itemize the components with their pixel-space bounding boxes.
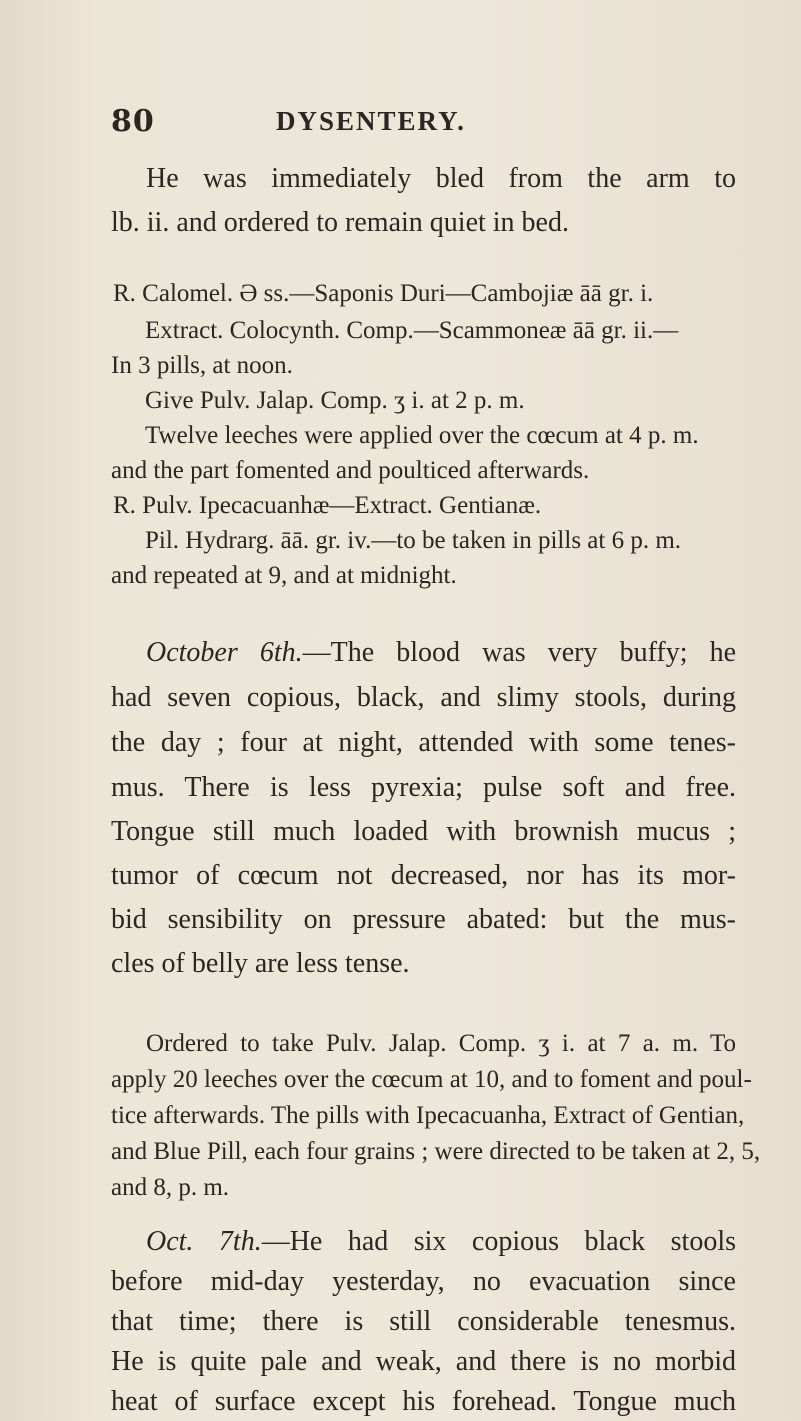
ordered-line-4: and Blue Pill, each four grains ; were directed to be taken at 2, 5, xyxy=(111,1138,761,1165)
prescription-line-3: In 3 pills, at noon. xyxy=(111,352,293,379)
paragraph-1-line-1: He was immediately bled from the arm to xyxy=(146,163,736,194)
october-6-line-2: had seven copious, black, and slimy stools, during xyxy=(111,682,736,713)
october-7-line-4: He is quite pale and weak, and there is no morbid xyxy=(111,1346,736,1377)
prescription-line-4: Give Pulv. Jalap. Comp. ʒ i. at 2 p. m. xyxy=(145,387,525,414)
prescription-line-6: and the part fomented and poulticed afterwards. xyxy=(111,457,590,484)
october-7-date: Oct. 7th. xyxy=(146,1226,262,1257)
october-7-line-2: before mid-day yesterday, no evacuation since xyxy=(111,1266,736,1297)
paragraph-1-line-2: lb. ii. and ordered to remain quiet in bed. xyxy=(111,207,569,238)
prescription-line-2: Extract. Colocynth. Comp.—Scammoneæ āā gr. ii.— xyxy=(145,317,679,344)
october-6-line-5: Tongue still much loaded with brownish mucus ; xyxy=(111,816,736,847)
ordered-line-3: tice afterwards. The pills with Ipecacuanha, Extract of Gentian, xyxy=(111,1102,745,1129)
october-7-line-1-text: —He had six copious black stools xyxy=(261,1226,736,1257)
october-6-line-1-text: —The blood was very buffy; he xyxy=(302,637,736,668)
ordered-line-1: Ordered to take Pulv. Jalap. Comp. ʒ i. at 7 a. m. To xyxy=(146,1030,736,1057)
october-6-line-8: cles of belly are less tense. xyxy=(111,948,410,979)
october-6-line-4: mus. There is less pyrexia; pulse soft and free. xyxy=(111,772,736,803)
ordered-line-2: apply 20 leeches over the cœcum at 10, and to foment and poul- xyxy=(111,1066,752,1093)
october-7-line-1 xyxy=(146,1226,736,1258)
prescription-line-7: R. Pulv. Ipecacuanhæ—Extract. Gentianæ. xyxy=(113,492,542,519)
ordered-line-5: and 8, p. m. xyxy=(111,1174,230,1201)
prescription-line-5: Twelve leeches were applied over the cœcum at 4 p. m. xyxy=(145,422,699,449)
prescription-line-1: R. Calomel. Ə ss.—Saponis Duri—Cambojiæ āā gr. i. xyxy=(113,280,654,307)
october-7-line-3: that time; there is still considerable tenesmus. xyxy=(111,1306,736,1337)
page-header xyxy=(111,104,731,144)
october-6-line-7: bid sensibility on pressure abated: but the mus- xyxy=(111,904,736,935)
prescription-line-8: Pil. Hydrarg. āā. gr. iv.—to be taken in pills at 6 p. m. xyxy=(145,527,682,554)
october-7-line-5: heat of surface except his forehead. Tongue much xyxy=(111,1386,736,1417)
running-head: DYSENTERY. xyxy=(276,106,466,136)
page-number: 80 xyxy=(111,104,155,139)
october-6-line-3: the day ; four at night, attended with some tenes- xyxy=(111,727,736,758)
october-6-line-6: tumor of cœcum not decreased, nor has its mor- xyxy=(111,860,736,891)
october-6-date: October 6th. xyxy=(146,637,303,668)
prescription-line-9: and repeated at 9, and at midnight. xyxy=(111,562,457,589)
october-6-line-1 xyxy=(146,637,736,669)
